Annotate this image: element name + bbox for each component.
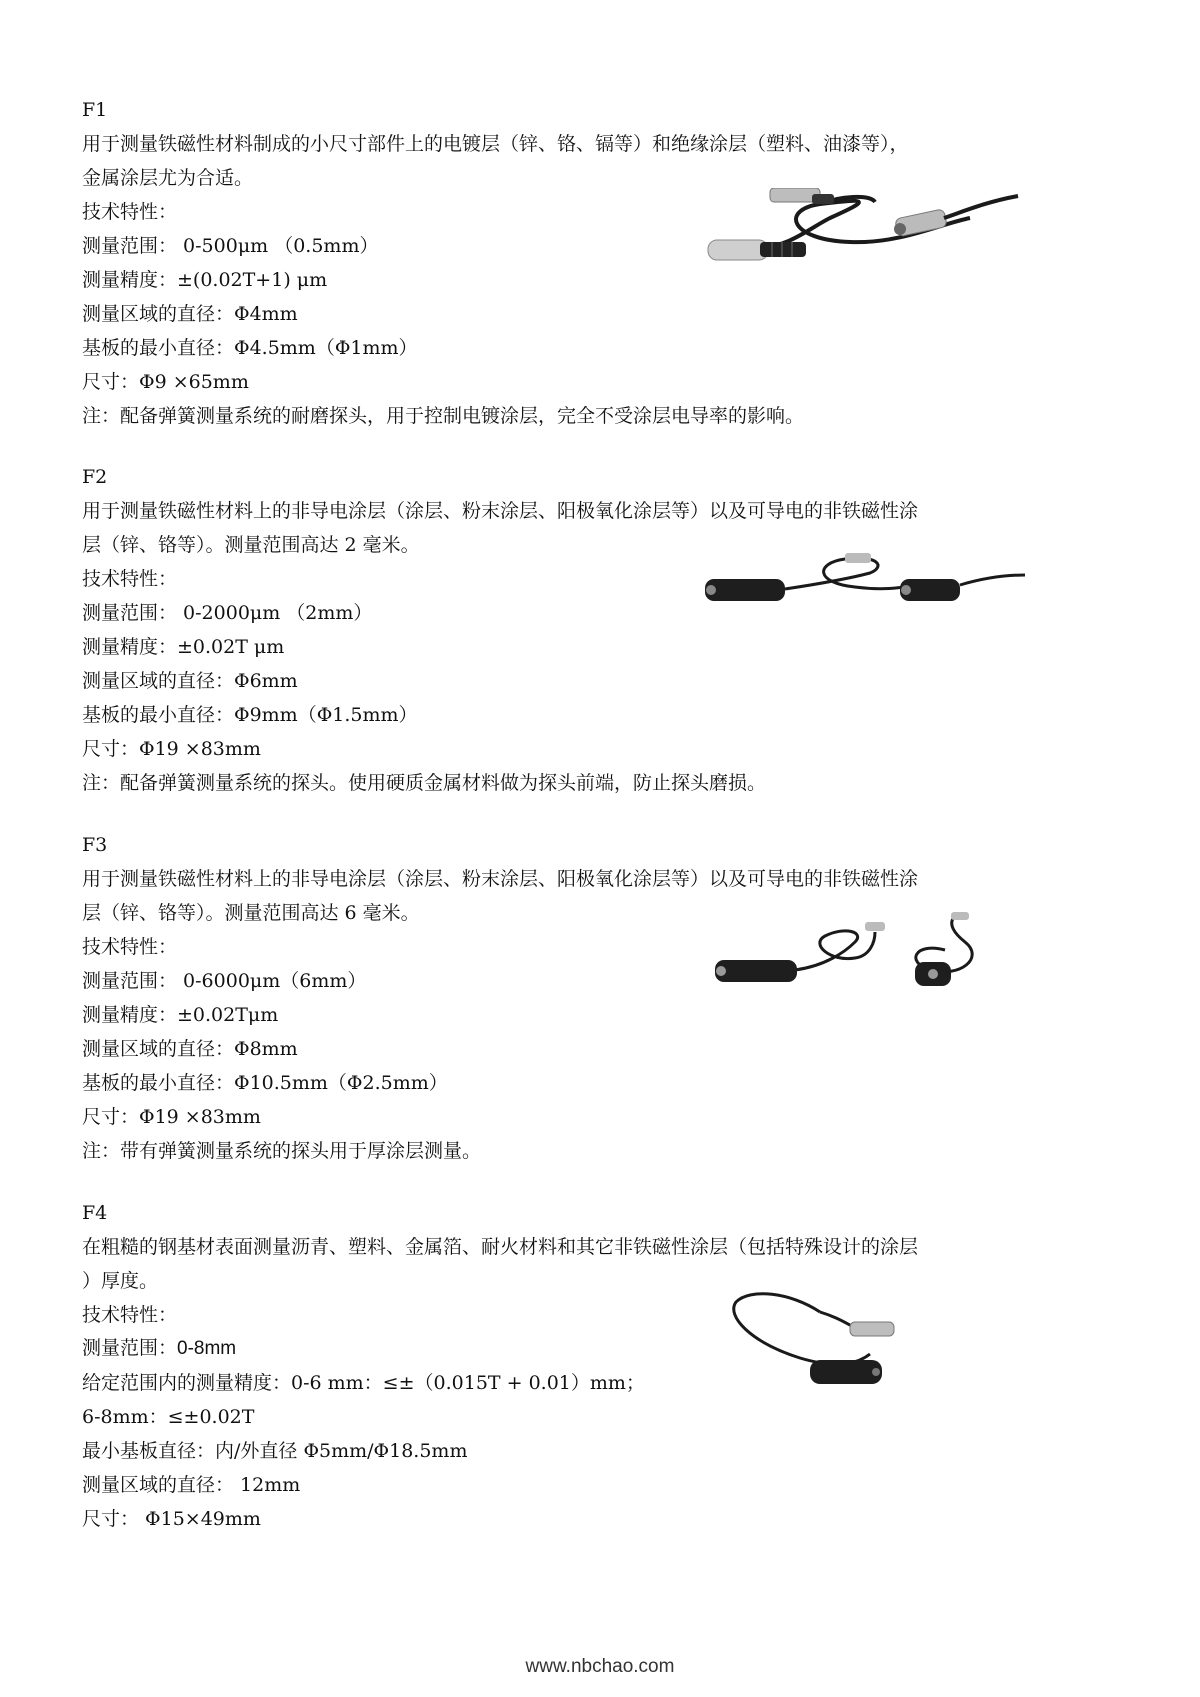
probe-photo-icon (715, 912, 1005, 992)
spec-title: 技术特性： (82, 201, 178, 223)
spec-line: 测量区域的直径：Φ4mm (82, 303, 298, 325)
description-line: 用于测量铁磁性材料上的非导电涂层（涂层、粉末涂层、阳极氧化涂层等）以及可导电的非铁磁性涂 (82, 500, 919, 522)
probe-photo-icon (705, 553, 1025, 613)
spec-line: 6-8mm：≤±0.02T (82, 1406, 255, 1428)
note-line: 注：配备弹簧测量系统的耐磨探头，用于控制电镀涂层，完全不受涂层电导率的影响。 (82, 405, 805, 427)
section-heading: F1 (82, 99, 108, 121)
spec-line: 测量范围： 0-2000μm （2mm） (82, 602, 373, 624)
spec-line: 测量精度：±0.02Tμm (82, 1004, 279, 1026)
probe-photo-icon (700, 188, 1020, 278)
section-f2 (82, 460, 1042, 800)
section-heading: F4 (82, 1202, 108, 1224)
description-line: 用于测量铁磁性材料制成的小尺寸部件上的电镀层（锌、铬、镉等）和绝缘涂层（塑料、油漆等）， (82, 133, 909, 155)
spec-title: 技术特性： (82, 936, 178, 958)
description-line: 用于测量铁磁性材料上的非导电涂层（涂层、粉末涂层、阳极氧化涂层等）以及可导电的非铁磁性涂 (82, 868, 919, 890)
section-heading: F2 (82, 466, 108, 488)
spec-line: 测量精度：±(0.02T+1) μm (82, 269, 328, 291)
spec-title: 技术特性： (82, 1304, 178, 1326)
spec-line: 尺寸：Φ19 ×83mm (82, 1106, 261, 1128)
section-heading: F3 (82, 834, 108, 856)
note-line: 注：带有弹簧测量系统的探头用于厚涂层测量。 (82, 1140, 482, 1162)
spec-line: 基板的最小直径：Φ4.5mm（Φ1mm） (82, 337, 418, 359)
spec-line: 测量区域的直径：Φ8mm (82, 1038, 298, 1060)
spec-line: 最小基板直径：内/外直径 Φ5mm/Φ18.5mm (82, 1440, 468, 1462)
spec-line: 测量区域的直径： 12mm (82, 1474, 301, 1496)
spec-line: 尺寸： Φ15×49mm (82, 1508, 261, 1530)
spec-line: 测量区域的直径：Φ6mm (82, 670, 298, 692)
description-line: 层（锌、铬等）。测量范围高达 2 毫米。 (82, 534, 420, 556)
spec-line: 测量精度：±0.02T μm (82, 636, 285, 658)
probe-photo-icon (730, 1282, 910, 1392)
spec-line: 给定范围内的测量精度：0-6 mm：≤±（0.015T + 0.01）mm； (82, 1372, 645, 1394)
spec-line: 基板的最小直径：Φ9mm（Φ1.5mm） (82, 704, 418, 726)
spec-title: 技术特性： (82, 568, 178, 590)
note-line: 注：配备弹簧测量系统的探头。使用硬质金属材料做为探头前端，防止探头磨损。 (82, 772, 767, 794)
description-line: ）厚度。 (82, 1270, 159, 1292)
spec-line: 尺寸：Φ9 ×65mm (82, 371, 249, 393)
spec-line: 测量范围： 0-6000μm（6mm） (82, 970, 367, 992)
spec-line: 基板的最小直径：Φ10.5mm（Φ2.5mm） (82, 1072, 448, 1094)
spec-line: 测量范围：0-8mm (82, 1338, 237, 1359)
description-line: 层（锌、铬等）。测量范围高达 6 毫米。 (82, 902, 420, 924)
spec-line: 尺寸：Φ19 ×83mm (82, 738, 261, 760)
description-line: 金属涂层尤为合适。 (82, 167, 254, 189)
section-f3 (82, 828, 1042, 1168)
footer-url: www.nbchao.com (525, 1656, 675, 1677)
description-line: 在粗糙的钢基材表面测量沥青、塑料、金属箔、耐火材料和其它非铁磁性涂层（包括特殊设计的涂层 (82, 1236, 919, 1258)
spec-line: 测量范围： 0-500μm （0.5mm） (82, 235, 379, 257)
